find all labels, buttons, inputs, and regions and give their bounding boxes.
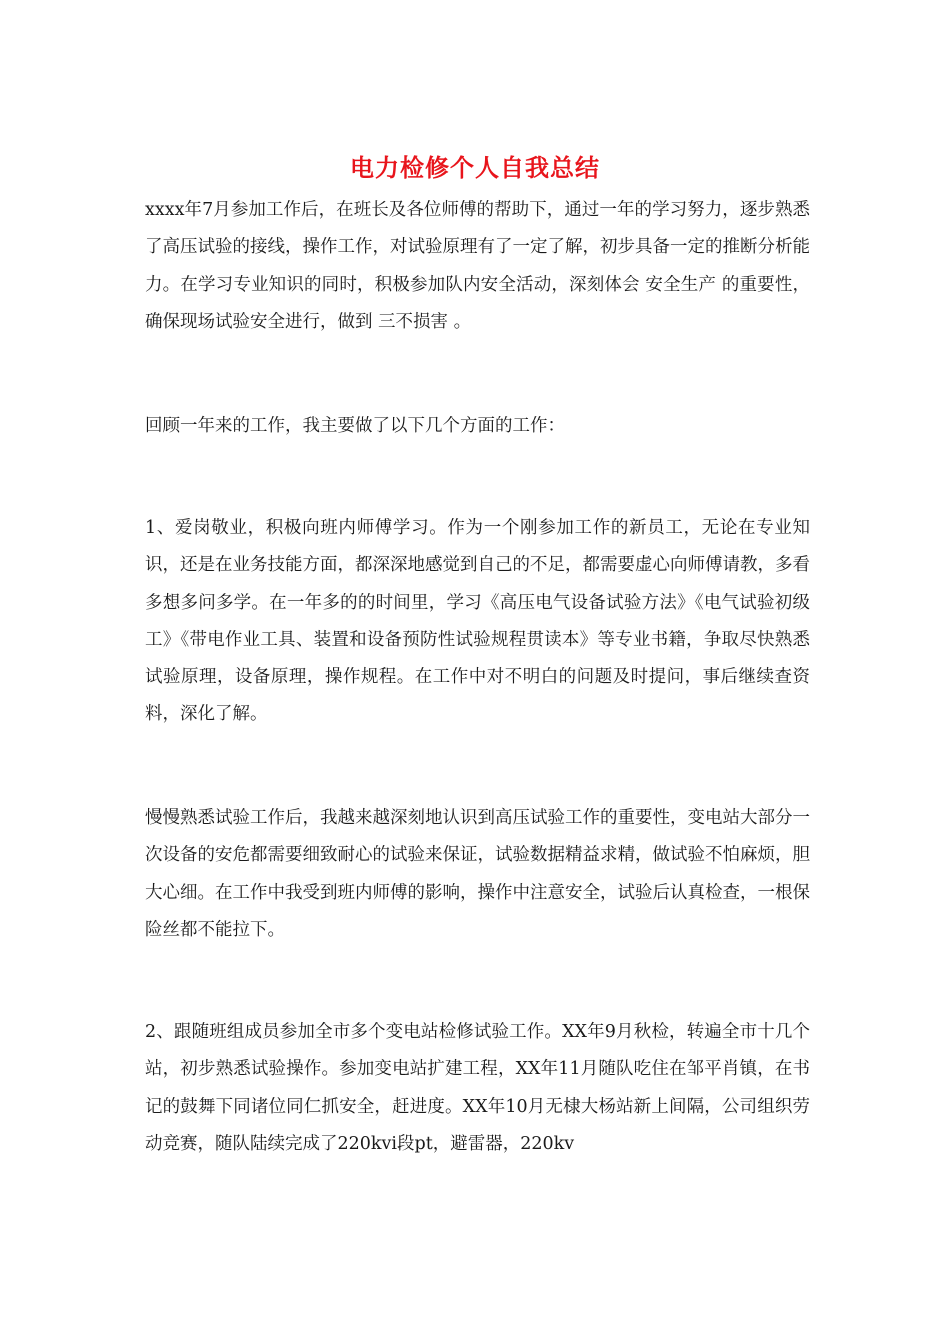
- paragraph-intro: xxxx年7月参加工作后，在班长及各位师傅的帮助下，通过一年的学习努力，逐步熟悉了高压试验的接线，操作工作，对试验原理有了一定了解，初步具备一定的推断分析能力。在学习专业知识的同时，积极参加队内安全活动，深刻体会 安全生产 的重要性，确保现场试验安全进行，做到 三不损害 。: [145, 200, 810, 332]
- paragraph-review: 回顾一年来的工作，我主要做了以下几个方面的工作：: [145, 416, 565, 436]
- paragraph-item-2: 2、跟随班组成员参加全市多个变电站检修试验工作。XX年9月秋检，转遍全市十几个站，初步熟悉试验操作。参加变电站扩建工程，XX年11月随队吃住在邹平肖镇，在书记的鼓舞下同诸位同仁抓安全，赶进度。XX年10月无棣大杨站新上间隔，公司组织劳动竞赛，随队陆续完成了220kvⅰ段pt，避雷器，220kv: [145, 1022, 810, 1154]
- paragraph-familiarization: 慢慢熟悉试验工作后，我越来越深刻地认识到高压试验工作的重要性，变电站大部分一次设备的安危都需要细致耐心的试验来保证，试验数据精益求精，做试验不怕麻烦，胆大心细。在工作中我受到班内师傅的影响，操作中注意安全，试验后认真检查，一根保险丝都不能拉下。: [145, 808, 810, 940]
- document-title: 电力检修个人自我总结: [350, 153, 600, 182]
- paragraph-item-1: 1、爱岗敬业，积极向班内师傅学习。作为一个刚参加工作的新员工，无论在专业知识，还是在业务技能方面，都深深地感觉到自己的不足，都需要虚心向师傅请教，多看多想多问多学。在一年多的的时间里，学习《高压电气设备试验方法》《电气试验初级工》《带电作业工具、装置和设备预防性试验规程贯读本》等专业书籍，争取尽快熟悉试验原理，设备原理，操作规程。在工作中对不明白的问题及时提问，事后继续查资料，深化了解。: [145, 518, 810, 725]
